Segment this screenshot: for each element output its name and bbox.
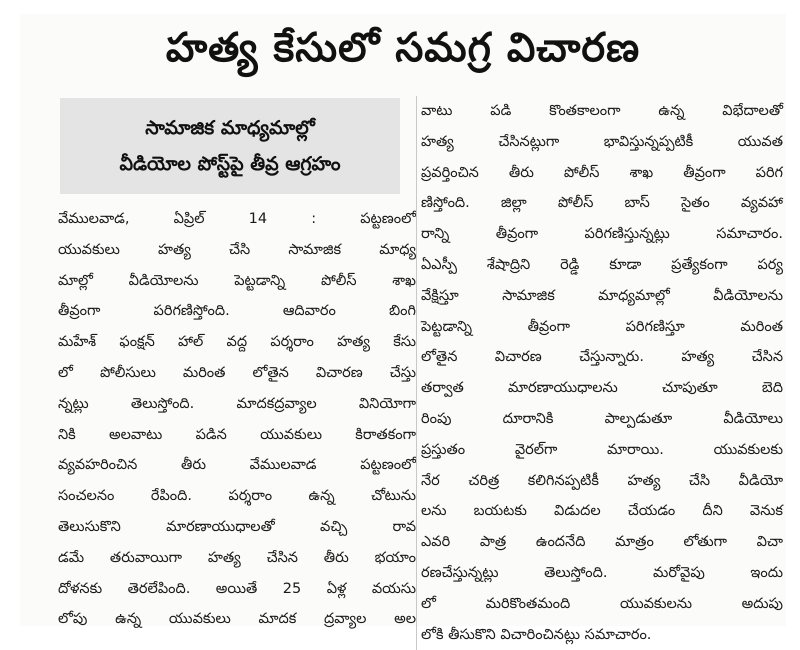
- left-column: [58, 204, 416, 635]
- body-line: న్నట్లు తెలుస్తోంది. మాదకద్రవ్యాల వినియోగా: [58, 395, 416, 412]
- body-line: లోతైన విచారణ చేస్తున్నారు. హత్య చేసిన: [421, 349, 783, 366]
- subheading-line: వీడియోల పోస్ట్‌పై తీవ్ర ఆగ్రహం: [119, 153, 341, 175]
- body-line: లను బయటకు విడుదల చేయడం దీని వెనుక: [421, 503, 783, 520]
- body-line: యువకులు హత్య చేసి సామాజిక మాధ్య: [58, 241, 416, 258]
- subheading-box: [60, 98, 400, 194]
- body-line: సంచలనం రేపింది. పర్శరాం ఉన్న చోటును: [58, 488, 416, 505]
- body-line: డమే తరువాయిగా హత్య చేసిన తీరు భయాం: [58, 549, 416, 566]
- body-line: లోకి తీసుకొని విచారించినట్లు సమాచారం.: [421, 626, 652, 643]
- body-line: నేర చరిత్ర కలిగినప్పటికీ హత్య చేసి వీడియో: [421, 472, 783, 489]
- body-line: తర్వాత మారణాయుధాలను చూపుతూ బెది: [421, 380, 783, 397]
- news-clipping: [20, 14, 786, 643]
- body-line: ణిస్తోంది. జిల్లా పోలీస్ బాస్ సైతం వ్యవహా: [421, 195, 783, 212]
- body-line: హత్య చేసినట్లుగా భావిస్తున్నప్పటికీ యువత: [421, 133, 783, 150]
- body-line: లో పోలీసులు మరింత లోతైన విచారణ చేస్తు: [58, 364, 416, 381]
- body-line: ఎవరి పాత్ర ఉందనేది మాత్రం లోతుగా విచా: [421, 534, 783, 551]
- body-line: మాల్లో వీడియోలను పెట్టడాన్ని పోలీస్ శాఖ: [58, 272, 416, 289]
- body-line: దోళనకు తెరలేపింది. అయితే 25 ఏళ్ల వయసు: [58, 580, 416, 597]
- body-line: తీవ్రంగా పరిగణిస్తోంది. ఆదివారం బింగి: [58, 303, 416, 320]
- body-line: వేములవాడ, ఏప్రిల్ 14 : పట్టణంలో: [58, 211, 416, 227]
- body-line: తెలుసుకొని మారణాయుధాలతో వచ్చి రావ: [58, 518, 416, 535]
- body-line: రణచేస్తున్నట్లు తెలుస్తోంది. మరోవైపు ఇందు: [421, 564, 783, 581]
- body-line: వేక్షిస్తూ సామాజిక మాధ్యమాల్లో వీడియోలను: [421, 287, 783, 304]
- body-line: రింపు దూరానికి పాల్పడుతూ వీడియోలు: [421, 410, 783, 427]
- body-line: మహేశ్ ఫంక్షన్ హాల్ వద్ద పర్శరాం హత్య కేసు: [58, 334, 416, 351]
- body-line: పెట్టడాన్ని తీవ్రంగా పరిగణిస్తూ మరింత: [421, 318, 783, 335]
- body-line: ప్రస్తుతం వైరల్‌గా మారాయి. యువకులకు: [421, 441, 783, 458]
- subheading-line: సామాజిక మాధ్యమాల్లో: [145, 117, 315, 139]
- body-line: వాటు పడి కొంతకాలంగా ఉన్న విభేదాలతో: [421, 103, 783, 119]
- headline: హత్య కేసులో సమగ్ర విచారణ: [165, 25, 641, 71]
- body-line: ప్రవర్తించిన తీరు పోలీస్ శాఖ తీవ్రంగా పరిగ: [421, 164, 783, 181]
- body-line: వ్యవహరించిన తీరు వేములవాడ పట్టణంలో: [58, 457, 416, 474]
- body-line: రాన్ని తీవ్రంగా పరిగణిస్తున్నట్లు సమాచారం.: [421, 226, 783, 243]
- body-line: లో మరికొంతమంది యువకులను అదుపు: [421, 595, 783, 612]
- body-line: ఏఎస్పీ శేషాద్రిని రెడ్డి కూడా ప్రత్యేకంగా పర్య: [421, 256, 783, 273]
- body-line: లోపు ఉన్న యువకులు మాదక ద్రవ్యాల అల: [58, 611, 416, 628]
- right-column: [416, 96, 783, 650]
- body-line: నికి అలవాటు పడిన యువకులు కిరాతకంగా: [58, 426, 416, 443]
